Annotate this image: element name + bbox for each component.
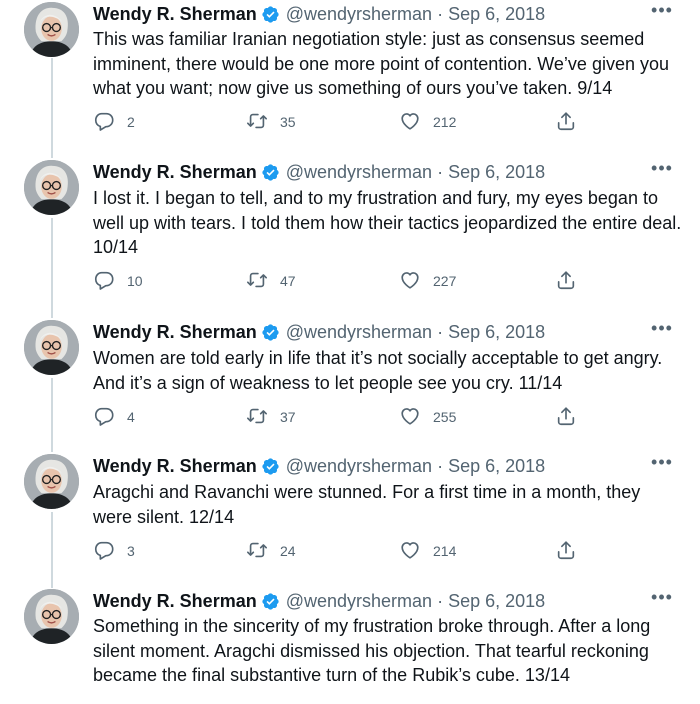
- reply-count: 10: [127, 273, 143, 289]
- retweet-icon: [246, 539, 268, 564]
- retweet-button[interactable]: [246, 268, 296, 294]
- verified-badge-icon: [261, 5, 280, 24]
- author-name[interactable]: Wendy R. Sherman: [93, 3, 257, 24]
- tweet-header: [93, 454, 545, 478]
- separator: ·: [437, 3, 444, 24]
- avatar[interactable]: [24, 2, 79, 57]
- like-icon: [399, 269, 421, 294]
- author-handle[interactable]: @wendyrsherman: [285, 161, 433, 182]
- author-name[interactable]: Wendy R. Sherman: [93, 455, 257, 476]
- separator: ·: [437, 161, 444, 182]
- retweet-count: 35: [280, 114, 296, 130]
- tweet-text: Something in the sincerity of my frustration broke through. After a long silent moment. Aragchi dismissed his objection. That tearful reckoning became the final substantive turn of the Rubik’s cube. 13/14: [93, 616, 651, 685]
- share-icon: [555, 405, 577, 430]
- thread-line: [51, 218, 53, 318]
- more-icon[interactable]: •••: [651, 318, 673, 338]
- author-name[interactable]: Wendy R. Sherman: [93, 321, 257, 342]
- author-handle[interactable]: @wendyrsherman: [285, 3, 433, 24]
- thread-line: [51, 378, 53, 452]
- share-button[interactable]: [555, 268, 577, 294]
- like-button[interactable]: [399, 538, 456, 564]
- like-count: 255: [433, 409, 457, 425]
- retweet-count: 47: [280, 273, 296, 289]
- verified-badge-icon: [261, 163, 280, 182]
- separator: ·: [437, 590, 444, 611]
- tweet-header: [93, 589, 545, 613]
- thread-line: [51, 512, 53, 588]
- tweet-text: I lost it. I began to tell, and to my frustration and fury, my eyes began to well up with tears. I told them how their tactics jeopardized the entire deal. 10/14: [93, 188, 682, 257]
- avatar[interactable]: [24, 589, 79, 644]
- reply-count: 3: [127, 543, 135, 559]
- tweet-actions: [93, 538, 593, 564]
- share-button[interactable]: [555, 404, 577, 430]
- tweet-actions: [93, 268, 593, 294]
- avatar[interactable]: [24, 160, 79, 215]
- share-icon: [555, 539, 577, 564]
- reply-icon: [93, 405, 115, 430]
- reply-icon: [93, 110, 115, 135]
- like-icon: [399, 405, 421, 430]
- separator: ·: [437, 321, 444, 342]
- share-icon: [555, 269, 577, 294]
- like-button[interactable]: [399, 268, 456, 294]
- like-count: 212: [433, 114, 457, 130]
- like-button[interactable]: [399, 404, 456, 430]
- timestamp-link[interactable]: Sep 6, 2018: [448, 455, 546, 476]
- retweet-icon: [246, 405, 268, 430]
- tweet-header: [93, 160, 545, 184]
- retweet-button[interactable]: [246, 538, 296, 564]
- author-handle[interactable]: @wendyrsherman: [285, 590, 433, 611]
- tweet-text: Aragchi and Ravanchi were stunned. For a first time in a month, they were silent. 12/14: [93, 482, 641, 527]
- timestamp-link[interactable]: Sep 6, 2018: [448, 321, 546, 342]
- like-count: 214: [433, 543, 457, 559]
- author-name[interactable]: Wendy R. Sherman: [93, 590, 257, 611]
- tweet-actions: [93, 109, 593, 135]
- reply-button[interactable]: [93, 268, 143, 294]
- avatar[interactable]: [24, 454, 79, 509]
- timestamp-link[interactable]: Sep 6, 2018: [448, 590, 546, 611]
- thread-line: [51, 58, 53, 158]
- like-icon: [399, 539, 421, 564]
- more-icon[interactable]: •••: [651, 0, 673, 20]
- reply-count: 2: [127, 114, 135, 130]
- reply-button[interactable]: [93, 109, 135, 135]
- tweet-text: This was familiar Iranian negotiation style: just as consensus seemed imminent, there would be one more point of contention. We’ve given you what you want; now give us something of ours you’ve taken. 9/14: [93, 29, 669, 98]
- retweet-count: 37: [280, 409, 296, 425]
- share-button[interactable]: [555, 109, 577, 135]
- more-icon[interactable]: •••: [651, 158, 673, 178]
- reply-icon: [93, 269, 115, 294]
- separator: ·: [437, 455, 444, 476]
- retweet-icon: [246, 269, 268, 294]
- share-icon: [555, 110, 577, 135]
- retweet-button[interactable]: [246, 404, 296, 430]
- reply-count: 4: [127, 409, 135, 425]
- reply-button[interactable]: [93, 538, 135, 564]
- tweet-header: [93, 2, 545, 26]
- timestamp-link[interactable]: Sep 6, 2018: [448, 161, 546, 182]
- author-handle[interactable]: @wendyrsherman: [285, 455, 433, 476]
- retweet-icon: [246, 110, 268, 135]
- author-name[interactable]: Wendy R. Sherman: [93, 161, 257, 182]
- more-icon[interactable]: •••: [651, 452, 673, 472]
- like-icon: [399, 110, 421, 135]
- avatar[interactable]: [24, 320, 79, 375]
- reply-icon: [93, 539, 115, 564]
- verified-badge-icon: [261, 592, 280, 611]
- like-count: 227: [433, 273, 457, 289]
- share-button[interactable]: [555, 538, 577, 564]
- tweet-actions: [93, 404, 593, 430]
- author-handle[interactable]: @wendyrsherman: [285, 321, 433, 342]
- reply-button[interactable]: [93, 404, 135, 430]
- verified-badge-icon: [261, 323, 280, 342]
- like-button[interactable]: [399, 109, 456, 135]
- verified-badge-icon: [261, 457, 280, 476]
- retweet-button[interactable]: [246, 109, 296, 135]
- retweet-count: 24: [280, 543, 296, 559]
- timestamp-link[interactable]: Sep 6, 2018: [448, 3, 546, 24]
- more-icon[interactable]: •••: [651, 587, 673, 607]
- tweet-header: [93, 320, 545, 344]
- tweet-text: Women are told early in life that it’s not socially acceptable to get angry. And it’s a sign of weakness to let people see you cry. 11/14: [93, 348, 663, 393]
